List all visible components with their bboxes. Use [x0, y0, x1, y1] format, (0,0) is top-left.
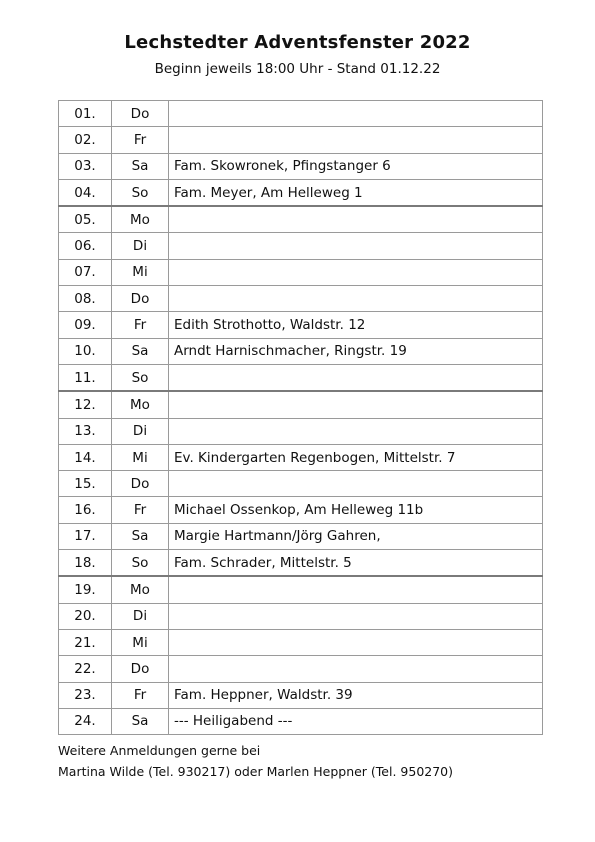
weekday-cell: Sa: [112, 153, 169, 179]
weekday-cell: Do: [112, 101, 169, 127]
weekday-cell: Fr: [112, 497, 169, 523]
date-cell: 17.: [59, 523, 112, 549]
table-row: [59, 286, 543, 312]
weekday-cell: Do: [112, 656, 169, 682]
weekday-cell: Fr: [112, 127, 169, 153]
table-row: [59, 576, 543, 603]
host-cell: Fam. Meyer, Am Helleweg 1: [169, 179, 543, 206]
table-row: [59, 101, 543, 127]
weekday-cell: Di: [112, 603, 169, 629]
weekday-cell: Fr: [112, 682, 169, 708]
host-cell: [169, 576, 543, 603]
table-row: [59, 444, 543, 470]
date-cell: 18.: [59, 550, 112, 577]
host-cell: [169, 286, 543, 312]
date-cell: 03.: [59, 153, 112, 179]
page-title: Lechstedter Adventsfenster 2022: [124, 32, 471, 53]
table-row: [59, 550, 543, 577]
table-row: [59, 206, 543, 233]
table-row: [59, 127, 543, 153]
table-row: [59, 603, 543, 629]
host-cell: [169, 127, 543, 153]
date-cell: 08.: [59, 286, 112, 312]
weekday-cell: Do: [112, 286, 169, 312]
weekday-cell: So: [112, 550, 169, 577]
date-cell: 16.: [59, 497, 112, 523]
weekday-cell: Sa: [112, 523, 169, 549]
footer-contacts: Martina Wilde (Tel. 930217) oder Marlen Heppner (Tel. 950270): [58, 764, 454, 779]
date-cell: 23.: [59, 682, 112, 708]
date-cell: 12.: [59, 391, 112, 418]
weekday-cell: Mo: [112, 576, 169, 603]
table-row: [59, 497, 543, 523]
table-row: [59, 471, 543, 497]
weekday-cell: Do: [112, 471, 169, 497]
table-row: [59, 682, 543, 708]
host-cell: Edith Strothotto, Waldstr. 12: [169, 312, 543, 338]
host-cell: [169, 471, 543, 497]
weekday-cell: Sa: [112, 338, 169, 364]
weekday-cell: Fr: [112, 312, 169, 338]
date-cell: 24.: [59, 708, 112, 734]
weekday-cell: Mi: [112, 444, 169, 470]
table-row: [59, 364, 543, 391]
date-cell: 19.: [59, 576, 112, 603]
host-cell: [169, 629, 543, 655]
host-cell: Arndt Harnischmacher, Ringstr. 19: [169, 338, 543, 364]
weekday-cell: So: [112, 364, 169, 391]
table-row: [59, 391, 543, 418]
date-cell: 01.: [59, 101, 112, 127]
weekday-cell: Mi: [112, 629, 169, 655]
weekday-cell: Mi: [112, 259, 169, 285]
page-subtitle: Beginn jeweils 18:00 Uhr - Stand 01.12.22: [154, 61, 441, 77]
date-cell: 09.: [59, 312, 112, 338]
date-cell: 20.: [59, 603, 112, 629]
table-row: [59, 338, 543, 364]
host-cell: Fam. Heppner, Waldstr. 39: [169, 682, 543, 708]
weekday-cell: Di: [112, 418, 169, 444]
host-cell: Margie Hartmann/Jörg Gahren,: [169, 523, 543, 549]
host-cell: Michael Ossenkop, Am Helleweg 11b: [169, 497, 543, 523]
host-cell: Fam. Schrader, Mittelstr. 5: [169, 550, 543, 577]
date-cell: 15.: [59, 471, 112, 497]
host-cell: --- Heiligabend ---: [169, 708, 543, 734]
host-cell: Fam. Skowronek, Pfingstanger 6: [169, 153, 543, 179]
table-row: [59, 629, 543, 655]
footer-note: Weitere Anmeldungen gerne bei: [58, 743, 261, 758]
date-cell: 14.: [59, 444, 112, 470]
host-cell: [169, 101, 543, 127]
host-cell: Ev. Kindergarten Regenbogen, Mittelstr. 7: [169, 444, 543, 470]
weekday-cell: Sa: [112, 708, 169, 734]
host-cell: [169, 259, 543, 285]
date-cell: 07.: [59, 259, 112, 285]
table-row: [59, 233, 543, 259]
table-row: [59, 656, 543, 682]
calendar-body: [59, 101, 543, 735]
table-row: [59, 179, 543, 206]
weekday-cell: Mo: [112, 206, 169, 233]
date-cell: 22.: [59, 656, 112, 682]
host-cell: [169, 418, 543, 444]
table-row: [59, 153, 543, 179]
table-row: [59, 418, 543, 444]
advent-calendar-table: [58, 100, 543, 735]
date-cell: 05.: [59, 206, 112, 233]
host-cell: [169, 656, 543, 682]
weekday-cell: So: [112, 179, 169, 206]
date-cell: 04.: [59, 179, 112, 206]
host-cell: [169, 364, 543, 391]
host-cell: [169, 233, 543, 259]
date-cell: 13.: [59, 418, 112, 444]
table-row: [59, 523, 543, 549]
date-cell: 02.: [59, 127, 112, 153]
table-row: [59, 708, 543, 734]
date-cell: 11.: [59, 364, 112, 391]
date-cell: 21.: [59, 629, 112, 655]
host-cell: [169, 391, 543, 418]
date-cell: 10.: [59, 338, 112, 364]
table-row: [59, 259, 543, 285]
host-cell: [169, 206, 543, 233]
table-row: [59, 312, 543, 338]
weekday-cell: Di: [112, 233, 169, 259]
host-cell: [169, 603, 543, 629]
date-cell: 06.: [59, 233, 112, 259]
weekday-cell: Mo: [112, 391, 169, 418]
